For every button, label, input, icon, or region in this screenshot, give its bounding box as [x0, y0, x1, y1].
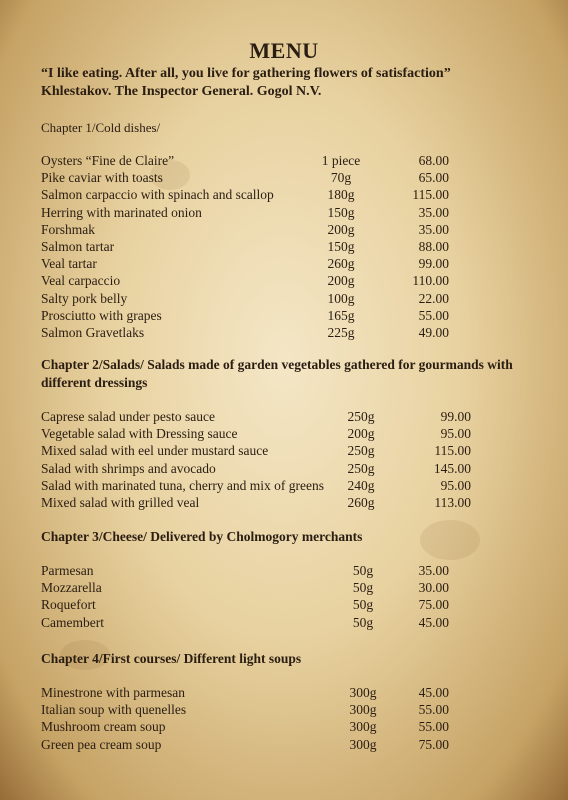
menu-item-name: Green pea cream soup: [41, 736, 162, 752]
menu-item-row: [41, 408, 541, 425]
menu-item-name: Salad with marinated tuna, cherry and mix of greens: [41, 477, 325, 493]
menu-item-name: Prosciutto with grapes: [41, 307, 162, 323]
menu-item-row: [41, 736, 541, 753]
menu-item-portion: 240g: [347, 477, 375, 493]
section-cheese: [41, 528, 541, 631]
menu-item-price: 55.00: [418, 719, 449, 735]
menu-item-row: [41, 477, 541, 494]
section-heading: Chapter 2/Salads/ Salads made of garden vegetables gathered for gourmands with different dressings: [41, 357, 513, 390]
menu-item-price: 110.00: [412, 273, 449, 289]
menu-item-price: 75.00: [418, 597, 449, 613]
menu-item-portion: 300g: [349, 719, 377, 735]
section-heading: Chapter 4/First courses/ Different light soups: [41, 651, 302, 666]
menu-item-row: [41, 701, 541, 718]
menu-item-portion: 260g: [347, 494, 375, 510]
section-salads: [41, 356, 541, 511]
menu-item-price: 55.00: [418, 307, 449, 323]
menu-item-price: 55.00: [418, 702, 449, 718]
menu-item-name: Roquefort: [41, 597, 96, 613]
menu-item-portion: 150g: [327, 238, 355, 254]
menu-item-name: Oysters “Fine de Claire”: [41, 153, 175, 168]
menu-item-name: Minestrone with parmesan: [41, 685, 185, 700]
menu-item-portion: 260g: [327, 256, 355, 272]
menu-item-name: Mixed salad with grilled veal: [41, 494, 200, 510]
menu-item-portion: 225g: [327, 324, 355, 340]
menu-item-row: [41, 460, 541, 477]
menu-item-name: Camembert: [41, 614, 104, 630]
menu-item-price: 35.00: [418, 563, 449, 578]
menu-title: MENU: [249, 38, 319, 63]
menu-item-portion: 250g: [347, 409, 375, 424]
menu-item-price: 95.00: [440, 477, 471, 493]
menu-item-name: Salad with shrimps and avocado: [41, 460, 216, 476]
menu-item-portion: 165g: [327, 307, 355, 323]
section-heading: Chapter 1/Cold dishes/: [41, 120, 161, 135]
menu-item-row: [41, 290, 541, 307]
menu-item-price: 30.00: [418, 580, 449, 596]
menu-item-row: [41, 169, 541, 186]
menu-item-name: Mixed salad with eel under mustard sauce: [41, 443, 269, 459]
menu-item-portion: 300g: [349, 685, 377, 700]
menu-item-row: [41, 204, 541, 221]
menu-item-price: 115.00: [434, 443, 471, 459]
menu-item-portion: 200g: [327, 221, 355, 237]
menu-item-name: Parmesan: [41, 563, 94, 578]
menu-item-price: 68.00: [418, 153, 449, 168]
menu-item-row: [41, 307, 541, 324]
menu-item-price: 113.00: [434, 494, 471, 510]
menu-item-price: 45.00: [418, 614, 449, 630]
section-heading: Chapter 3/Cheese/ Delivered by Cholmogory merchants: [41, 529, 363, 544]
menu-item-portion: 100g: [327, 290, 355, 306]
menu-item-row: [41, 562, 541, 579]
menu-item-price: 22.00: [418, 290, 449, 306]
menu-item-row: [41, 614, 541, 631]
menu-item-row: [41, 442, 541, 459]
menu-item-row: [41, 272, 541, 289]
menu-item-row: [41, 324, 541, 341]
menu-item-portion: 180g: [327, 187, 355, 203]
menu-item-name: Salmon Gravetlaks: [41, 324, 145, 340]
menu-item-price: 75.00: [418, 736, 449, 752]
menu-item-name: Forshmak: [41, 221, 95, 237]
menu-item-row: [41, 718, 541, 735]
menu-item-price: 49.00: [418, 324, 449, 340]
menu-item-portion: 50g: [352, 580, 374, 596]
menu-item-portion: 50g: [352, 597, 374, 613]
menu-item-name: Caprese salad under pesto sauce: [41, 409, 215, 424]
menu-item-price: 95.00: [440, 426, 471, 442]
menu-item-name: Salmon carpaccio with spinach and scallop: [41, 187, 274, 203]
menu-item-portion: 300g: [349, 702, 377, 718]
menu-item-name: Vegetable salad with Dressing sauce: [41, 426, 238, 442]
section-cold-dishes: [41, 119, 541, 341]
menu-item-name: Salmon tartar: [41, 238, 115, 254]
menu-item-price: 35.00: [418, 221, 449, 237]
menu-item-portion: 300g: [349, 736, 377, 752]
menu-item-row: [41, 494, 541, 511]
menu-item-price: 145.00: [433, 460, 471, 476]
menu-item-row: [41, 255, 541, 272]
menu-item-name: Italian soup with quenelles: [41, 702, 187, 718]
menu-item-price: 35.00: [418, 204, 449, 220]
menu-item-name: Veal tartar: [41, 256, 97, 272]
menu-item-price: 99.00: [440, 409, 471, 424]
menu-item-row: [41, 221, 541, 238]
epigraph-quote: “I like eating. After all, you live for gathering flowers of satisfaction”: [41, 66, 451, 81]
menu-item-portion: 70g: [330, 170, 352, 186]
menu-item-name: Herring with marinated onion: [41, 204, 202, 220]
menu-item-portion: 150g: [327, 204, 355, 220]
menu-item-price: 99.00: [418, 256, 449, 272]
section-first-courses: [41, 650, 541, 753]
menu-item-price: 65.00: [418, 170, 449, 186]
menu-item-row: [41, 152, 541, 169]
menu-item-row: [41, 596, 541, 613]
menu-item-name: Mushroom cream soup: [41, 719, 166, 735]
menu-item-portion: 1 piece: [321, 153, 361, 168]
menu-item-portion: 200g: [327, 273, 355, 289]
menu-item-portion: 50g: [352, 614, 374, 630]
menu-item-name: Veal carpaccio: [41, 273, 121, 289]
menu-item-name: Mozzarella: [41, 580, 102, 596]
menu-item-portion: 50g: [352, 563, 374, 578]
epigraph-attribution: Khlestakov. The Inspector General. Gogol N.V.: [41, 84, 322, 99]
menu-item-price: 88.00: [418, 238, 449, 254]
menu-item-portion: 250g: [347, 460, 375, 476]
menu-item-price: 115.00: [412, 187, 449, 203]
menu-item-price: 45.00: [418, 685, 449, 700]
menu-item-portion: 200g: [347, 426, 375, 442]
menu-item-name: Salty pork belly: [41, 290, 128, 306]
menu-item-row: [41, 425, 541, 442]
menu-item-portion: 250g: [347, 443, 375, 459]
menu-item-row: [41, 238, 541, 255]
menu-item-row: [41, 579, 541, 596]
menu-item-name: Pike caviar with toasts: [41, 170, 163, 186]
menu-item-row: [41, 684, 541, 701]
menu-item-row: [41, 186, 541, 203]
